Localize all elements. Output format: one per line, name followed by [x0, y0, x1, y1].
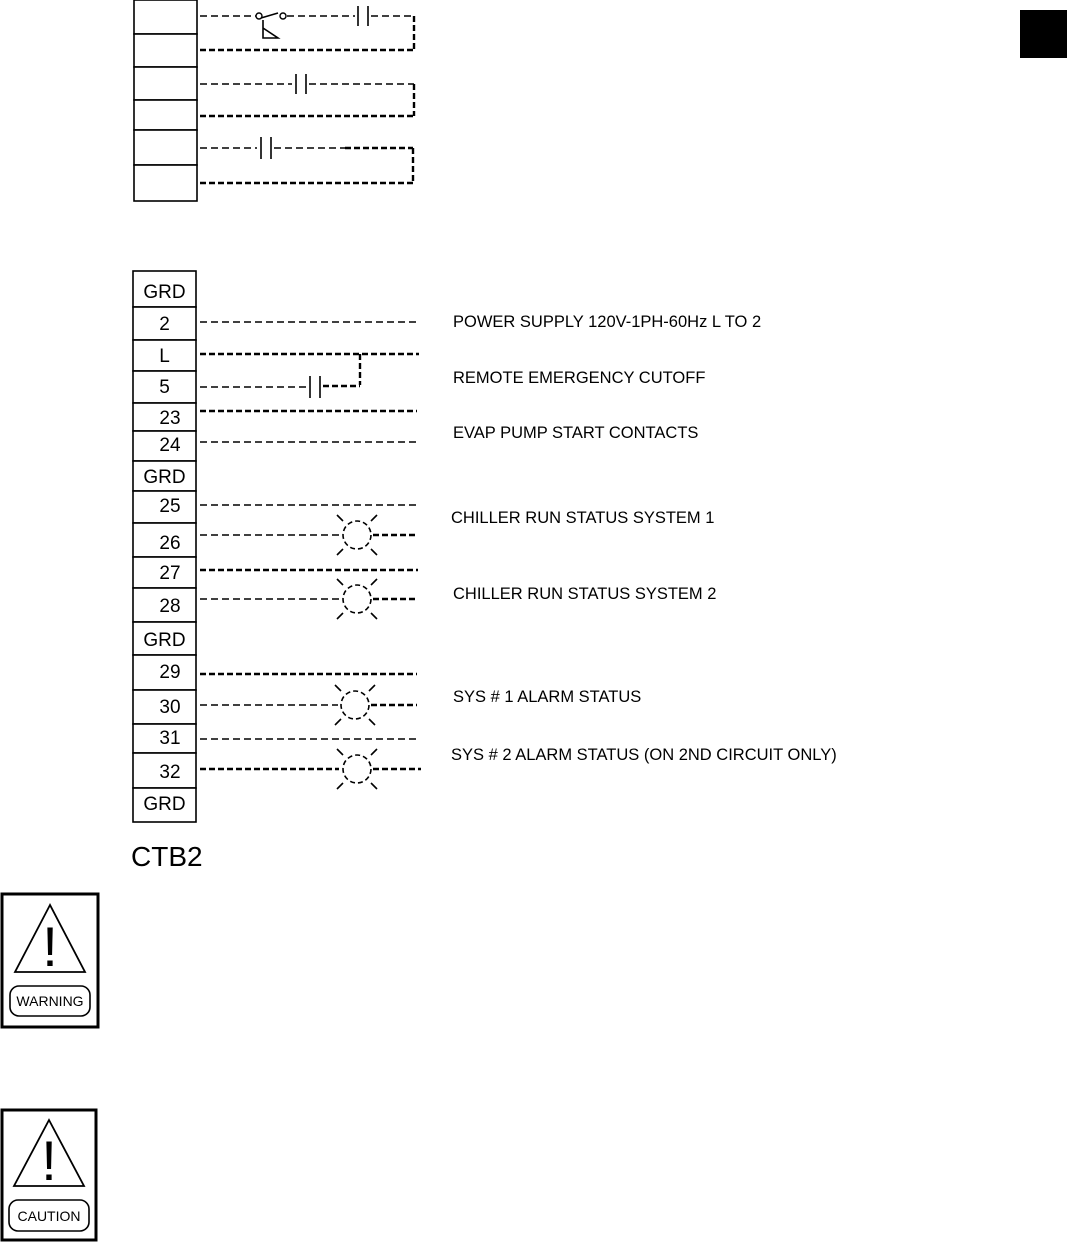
top-circuit-contact-3: [200, 137, 413, 183]
caution-exclamation-icon: !: [41, 1129, 57, 1192]
switch-contact: [280, 13, 286, 19]
ctb2-terminal-23-label: 23: [159, 408, 181, 429]
ctb2-terminal-28-label: 28: [159, 596, 181, 617]
top-terminal-block: [134, 0, 197, 201]
top-terminal-1: [134, 0, 197, 34]
warning-symbol: [2, 894, 98, 1027]
top-terminal-5: [134, 130, 197, 165]
ctb2-terminal-24-label: 24: [159, 435, 181, 456]
caution-symbol: [2, 1110, 96, 1240]
ctb2-title: CTB2: [131, 841, 203, 872]
ctb2-terminal-32-label: 32: [159, 762, 181, 783]
emergency-cutoff-label: REMOTE EMERGENCY CUTOFF: [453, 369, 706, 387]
caution-label: CAUTION: [17, 1208, 81, 1224]
ctb2-terminal-30-label: 30: [159, 697, 181, 718]
ctb2-terminal-5-label: 5: [159, 377, 170, 398]
ctb2-terminal-grd-1-label: GRD: [143, 282, 186, 303]
ctb2-terminal-block: [133, 271, 196, 822]
alarm-2-lamp-icon: [337, 749, 377, 789]
run-status-1-lamp-icon: [337, 515, 377, 555]
run-status-1-label: CHILLER RUN STATUS SYSTEM 1: [451, 509, 715, 527]
emergency-cutoff-circuit: [200, 354, 419, 398]
warning-label: WARNING: [16, 993, 84, 1009]
top-terminal-4: [134, 100, 197, 130]
ctb2-terminal-31-label: 31: [159, 728, 181, 749]
ctb2-terminal-26-label: 26: [159, 533, 181, 554]
run-status-2-label: CHILLER RUN STATUS SYSTEM 2: [453, 585, 717, 603]
page-tab-marker: [1020, 10, 1067, 58]
top-terminal-6: [134, 165, 197, 201]
run-status-2-lamp-icon: [337, 579, 377, 619]
ctb2-terminal-l-label: L: [159, 346, 170, 367]
ctb2-terminal-grd-3-label: GRD: [143, 630, 186, 651]
ctb2-terminal-grd-4-label: GRD: [143, 794, 186, 815]
alarm-2-label: SYS # 2 ALARM STATUS (ON 2ND CIRCUIT ONLY): [451, 746, 837, 764]
alarm-1-lamp-icon: [335, 685, 375, 725]
ctb2-terminal-27-label: 27: [159, 563, 181, 584]
top-circuit-contact-2: [200, 74, 414, 116]
warning-exclamation-icon: !: [42, 915, 58, 978]
flow-paddle: [263, 20, 278, 38]
top-circuit-flow-switch: [200, 6, 414, 50]
ctb2-terminal-grd-2-label: GRD: [143, 467, 186, 488]
ctb2-terminal-2-label: 2: [159, 314, 170, 335]
evap-pump-label: EVAP PUMP START CONTACTS: [453, 424, 699, 442]
ctb2-terminal-25-label: 25: [159, 496, 181, 517]
switch-blade: [261, 13, 278, 18]
alarm-1-label: SYS # 1 ALARM STATUS: [453, 688, 642, 706]
ctb2-terminal-29-label: 29: [159, 662, 181, 683]
power-supply-label: POWER SUPPLY 120V-1PH-60Hz L TO 2: [453, 313, 762, 331]
top-terminal-3: [134, 67, 197, 100]
top-terminal-2: [134, 34, 197, 67]
